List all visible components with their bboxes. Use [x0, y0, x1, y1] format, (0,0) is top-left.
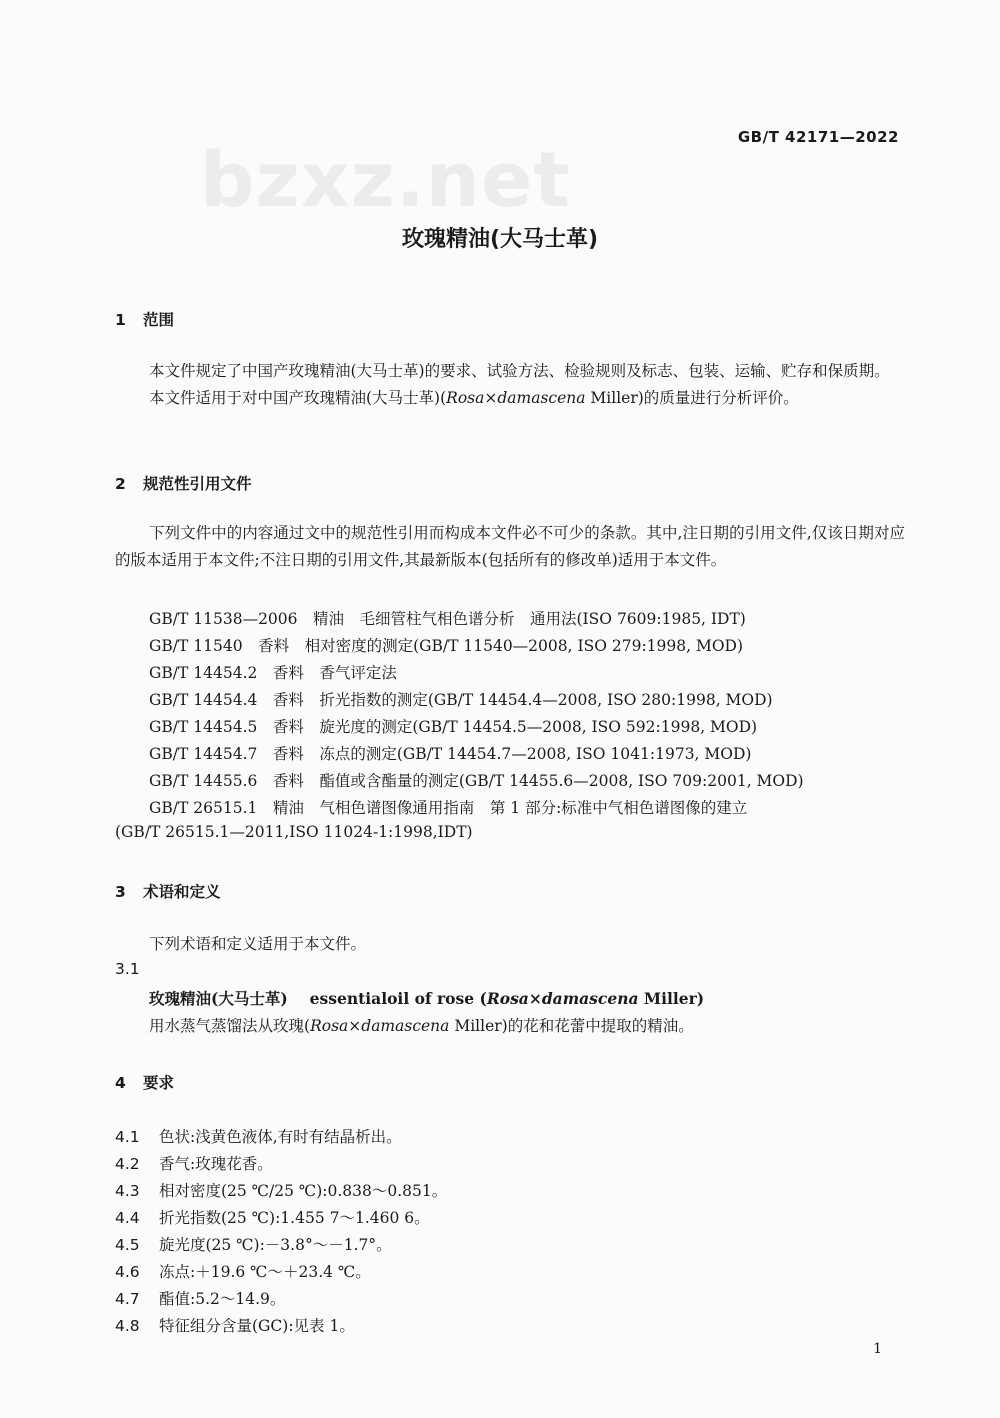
section-heading-terms — [115, 880, 221, 902]
requirement-item: 4.5 旋光度(25 ℃):－3.8°～－1.7°。 — [115, 1236, 392, 1254]
section-number: 2 — [115, 475, 126, 493]
reference-item: GB/T 14454.4 香料 折光指数的测定(GB/T 14454.4—2008, ISO 280:1998, MOD) — [149, 691, 773, 709]
requirement-item: 4.7 酯值:5.2～14.9。 — [115, 1290, 286, 1308]
term-definition: 用水蒸气蒸馏法从玫瑰(Rosa×damascena Miller)的花和花蕾中提取的精油。 — [149, 1017, 694, 1035]
section-heading-scope — [115, 308, 174, 330]
scope-paragraph-2: 本文件适用于对中国产玫瑰精油(大马士革)(Rosa×damascena Miller)的质量进行分析评价。 — [149, 389, 799, 407]
requirement-item: 4.6 冻点:＋19.6 ℃～＋23.4 ℃。 — [115, 1263, 371, 1281]
section-title: 要求 — [143, 1074, 175, 1092]
section-title: 规范性引用文件 — [143, 475, 252, 493]
reference-item: GB/T 11538—2006 精油 毛细管柱气相色谱分析 通用法(ISO 7609:1985, IDT) — [149, 610, 746, 628]
section-title: 范围 — [143, 311, 175, 329]
reference-item: GB/T 14454.5 香料 旋光度的测定(GB/T 14454.5—2008, ISO 592:1998, MOD) — [149, 718, 758, 736]
reference-item-continuation: (GB/T 26515.1—2011,ISO 11024-1:1998,IDT) — [115, 823, 473, 841]
term-name: 玫瑰精油(大马士革) essentialoil of rose (Rosa×damascena Miller) — [149, 989, 705, 1008]
section-heading-requirements — [115, 1071, 174, 1093]
standard-number: GB/T 42171—2022 — [737, 128, 899, 146]
requirement-item: 4.3 相对密度(25 ℃/25 ℃):0.838～0.851。 — [115, 1182, 448, 1200]
section-title: 术语和定义 — [143, 883, 221, 901]
reference-item: GB/T 14454.7 香料 冻点的测定(GB/T 14454.7—2008, ISO 1041:1973, MOD) — [149, 745, 752, 763]
terms-intro: 下列术语和定义适用于本文件。 — [149, 935, 367, 953]
scope-body — [115, 358, 905, 412]
section-number: 3 — [115, 883, 126, 901]
references-intro: 下列文件中的内容通过文中的规范性引用而构成本文件必不可少的条款。其中,注日期的引用文件,仅该日期对应的版本适用于本文件;不注日期的引用文件,其最新版本(包括所有的修改单)适用于本文件。 — [115, 524, 905, 569]
reference-item: GB/T 14454.2 香料 香气评定法 — [149, 664, 397, 682]
requirement-item: 4.1 色状:浅黄色液体,有时有结晶析出。 — [115, 1128, 402, 1146]
term-number: 3.1 — [115, 960, 140, 978]
requirement-item: 4.4 折光指数(25 ℃):1.455 7～1.460 6。 — [115, 1209, 430, 1227]
watermark: bzxz.net — [200, 135, 571, 224]
document-title: 玫瑰精油(大马士革) — [401, 227, 599, 252]
requirement-item: 4.8 特征组分含量(GC):见表 1。 — [115, 1317, 355, 1335]
requirement-item: 4.2 香气:玫瑰花香。 — [115, 1155, 273, 1173]
reference-item: GB/T 26515.1 精油 气相色谱图像通用指南 第 1 部分:标准中气相色谱图像的建立 — [149, 799, 748, 817]
term-name-zh: 玫瑰精油(大马士革) — [149, 989, 288, 1008]
scope-paragraph-1: 本文件规定了中国产玫瑰精油(大马士革)的要求、试验方法、检验规则及标志、包装、运输、贮存和保质期。 — [149, 362, 890, 380]
section-heading-references — [115, 472, 252, 494]
section-number: 4 — [115, 1074, 126, 1092]
page-number: 1 — [873, 1341, 882, 1357]
reference-item: GB/T 11540 香料 相对密度的测定(GB/T 11540—2008, ISO 279:1998, MOD) — [149, 637, 744, 655]
reference-item: GB/T 14455.6 香料 酯值或含酯量的测定(GB/T 14455.6—2008, ISO 709:2001, MOD) — [149, 772, 804, 790]
section-number: 1 — [115, 311, 126, 329]
